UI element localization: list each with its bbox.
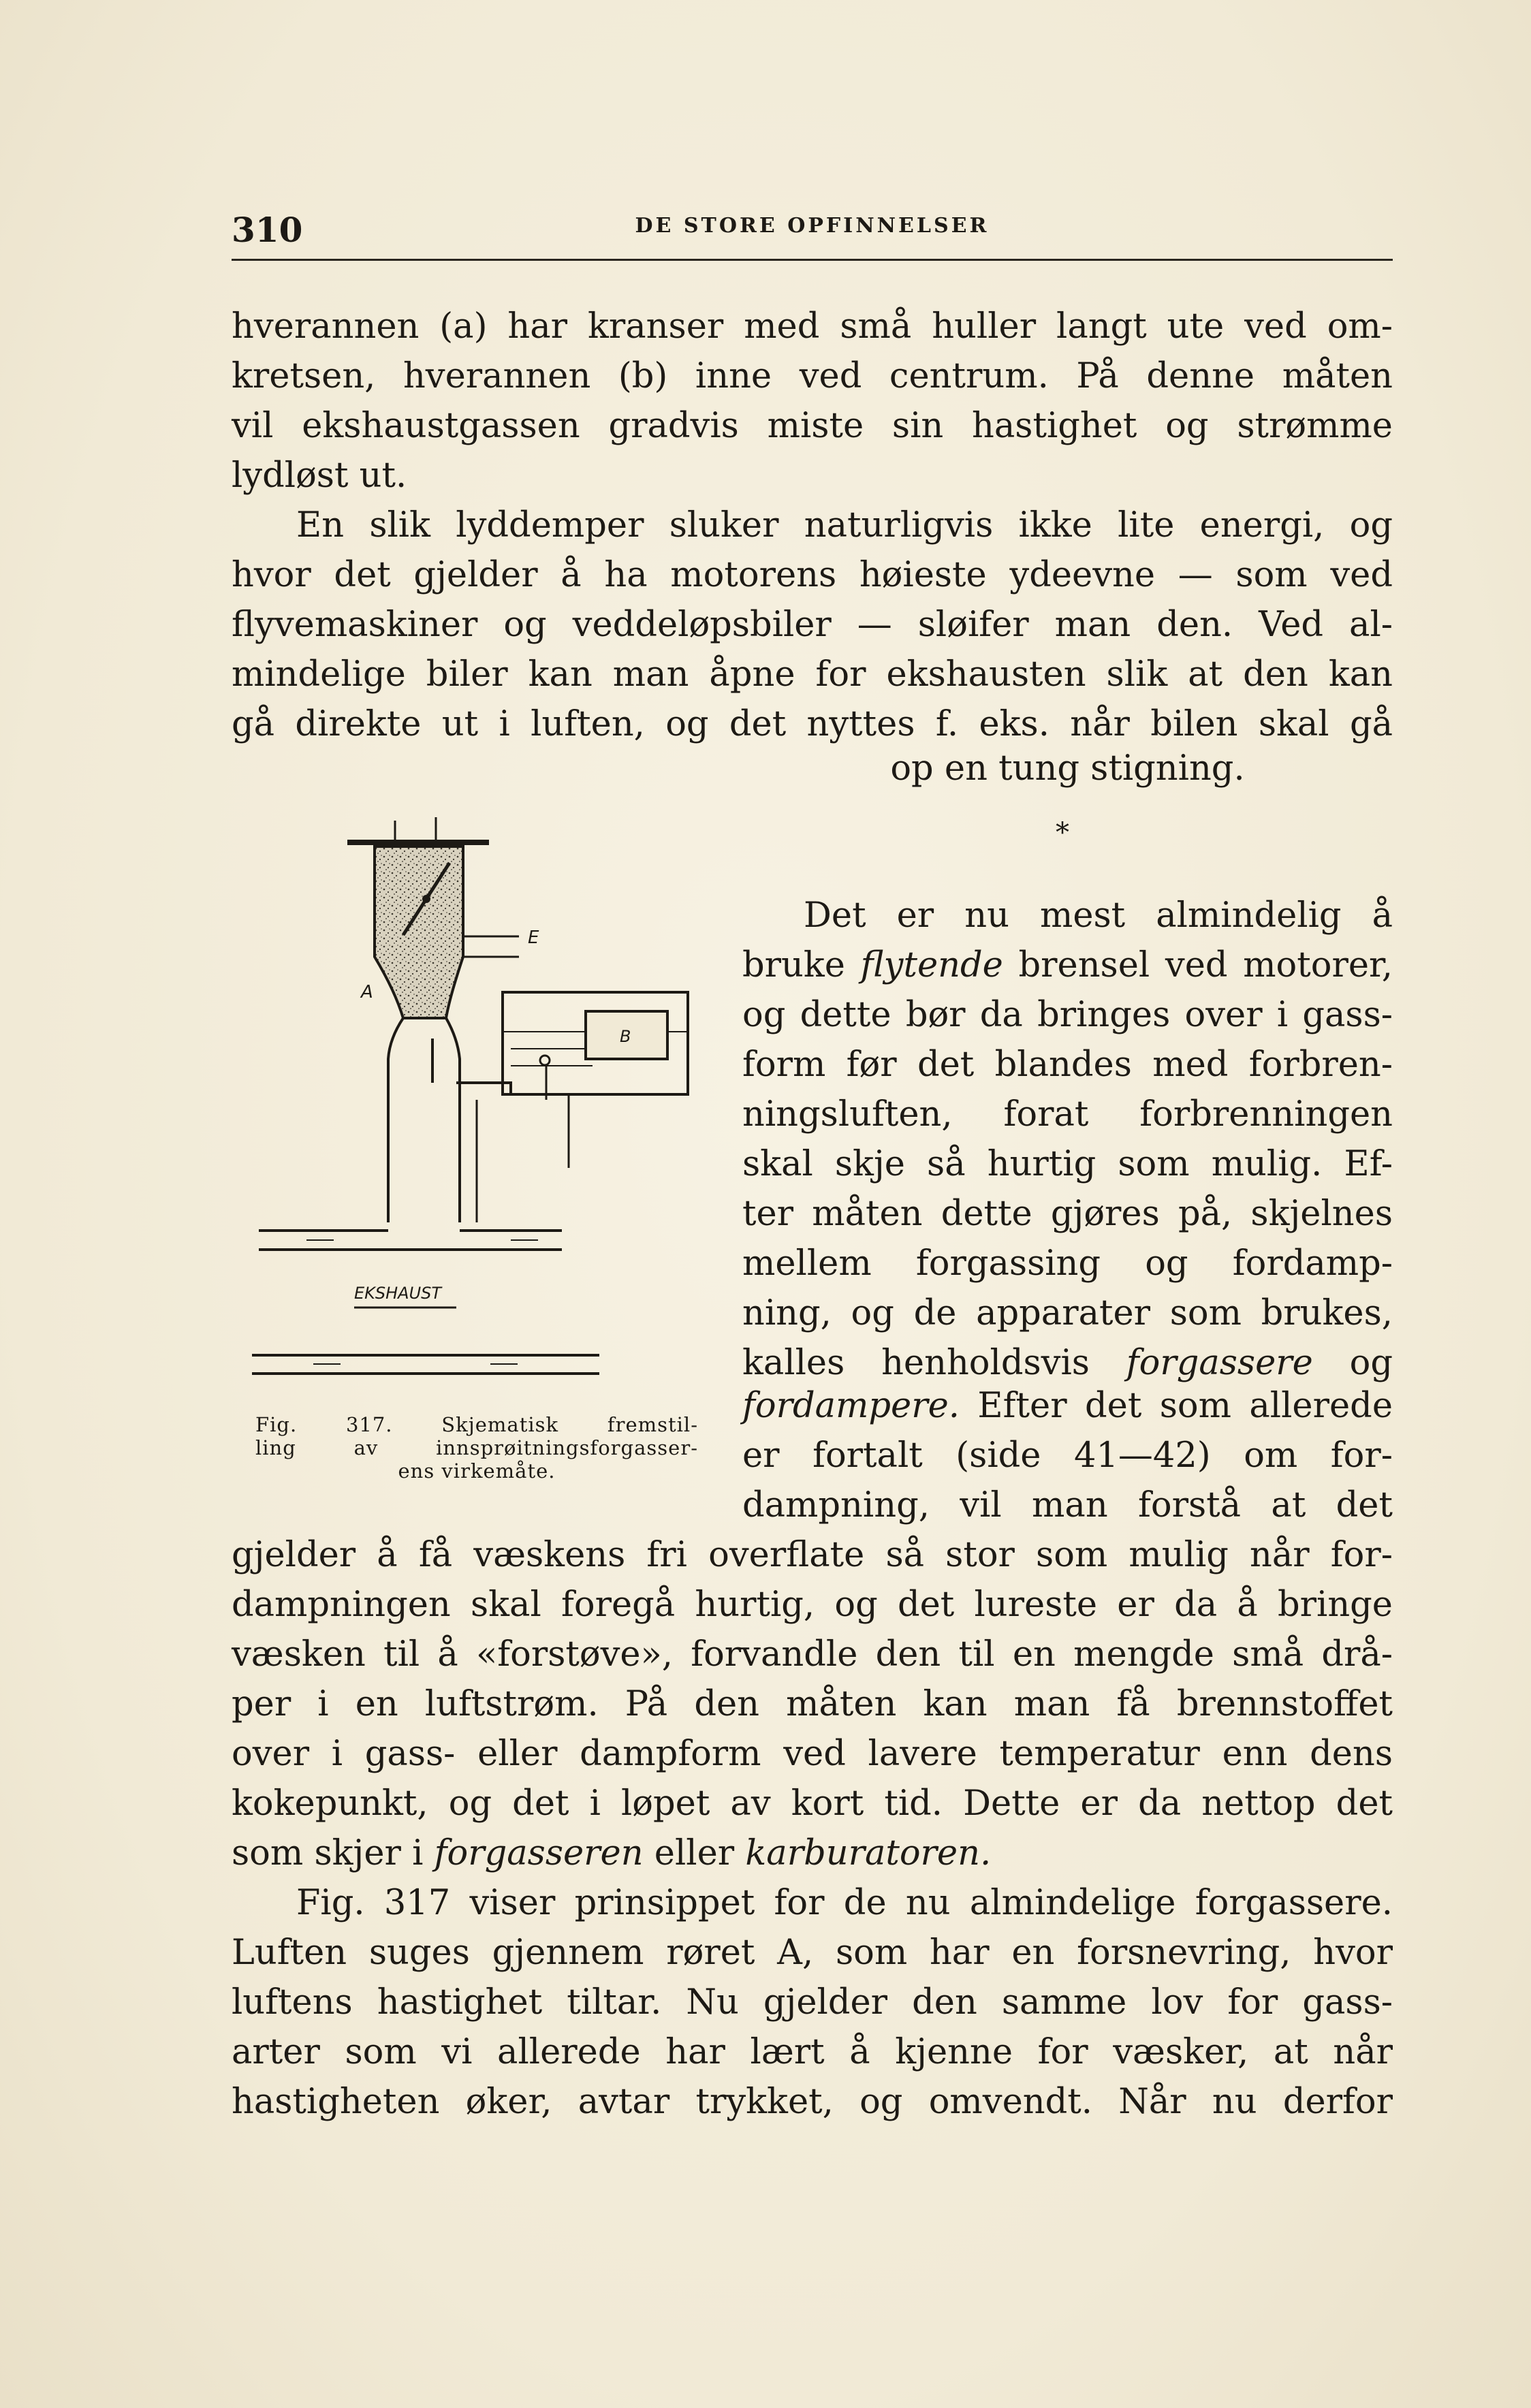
text-line: op en tung stigning.: [890, 748, 1245, 789]
page-header: [232, 204, 1393, 261]
text-line: form før det blandes med forbren-: [742, 1045, 1393, 1085]
text-line: Luften suges gjennem røret A, som har en forsnevring, hvor: [232, 1933, 1393, 1973]
text-line: er fortalt (side 41—42) om for-: [742, 1436, 1393, 1476]
text-line: kokepunkt, og det i løpet av kort tid. Dette er da nettop det: [232, 1784, 1393, 1824]
figure-caption: [255, 1413, 698, 1483]
emphasis: flytende: [860, 945, 1003, 985]
text-line: mellem forgassing og fordamp-: [742, 1243, 1393, 1284]
text-line: dampning, vil man forstå at det: [742, 1485, 1393, 1525]
text-line: kretsen, hverannen (b) inne ved centrum. På denne måten: [232, 356, 1393, 396]
text-line: vil ekshaustgassen gradvis miste sin hastighet og strømme: [232, 406, 1393, 446]
section-mark: *: [1056, 817, 1069, 849]
text-line: skal skje så hurtig som mulig. Ef-: [742, 1144, 1393, 1184]
text-line: ningsluften, forat forbrenningen: [742, 1094, 1393, 1135]
text-line: En slik lyddemper sluker naturligvis ikke lite energi, og: [296, 505, 1393, 545]
emphasis: forgasseren: [434, 1833, 644, 1873]
emphasis: karburatoren.: [745, 1833, 992, 1873]
text-line: fordampere. Efter det som allerede: [742, 1386, 1393, 1426]
text-line: som skjer i forgasseren eller karburatoren.: [232, 1833, 992, 1873]
text-line: luftens hastighet tiltar. Nu gjelder den samme lov for gass-: [232, 1982, 1393, 2023]
text-line: Fig. 317 viser prinsippet for de nu almindelige forgassere.: [296, 1883, 1393, 1923]
text-line: dampningen skal foregå hurtig, og det lureste er da å bringe: [232, 1585, 1393, 1625]
text-line: flyvemaskiner og veddeløpsbiler — sløifer man den. Ved al-: [232, 605, 1393, 645]
text-line: gå direkte ut i luften, og det nyttes f. eks. når bilen skal gå: [232, 704, 1393, 744]
label-e: E: [528, 928, 539, 948]
figure-317: [252, 814, 715, 1379]
text-line: gjelder å få væskens fri overflate så stor som mulig når for-: [232, 1535, 1393, 1575]
text-line: væsken til å «forstøve», forvandle den til en mengde små drå-: [232, 1634, 1393, 1675]
text-line: arter som vi allerede har lært å kjenne for væsker, at når: [232, 2032, 1393, 2072]
text-line: ning, og de apparater som brukes,: [742, 1293, 1393, 1333]
caption-line: ling av innsprøitningsforgasser-: [255, 1436, 698, 1459]
text-line: hvor det gjelder å ha motorens høieste ydeevne — som ved: [232, 555, 1393, 595]
text-line: og dette bør da bringes over i gass-: [742, 995, 1393, 1035]
carburetor-diagram: [252, 814, 715, 1379]
text-line: Det er nu mest almindelig å: [804, 896, 1393, 936]
caption-line: ens virkemåte.: [398, 1459, 556, 1483]
text-line: per i en luftstrøm. På den måten kan man få brennstoffet: [232, 1684, 1393, 1724]
text-line: mindelige biler kan man åpne for ekshausten slik at den kan: [232, 654, 1393, 695]
emphasis: forgassere: [1126, 1343, 1313, 1383]
text-line: bruke flytende brensel ved motorer,: [742, 945, 1393, 985]
text-line: hastigheten øker, avtar trykket, og omvendt. Når nu derfor: [232, 2082, 1393, 2122]
text-line: hverannen (a) har kranser med små huller langt ute ved om-: [232, 306, 1393, 347]
label-a: A: [361, 982, 373, 1002]
emphasis: fordampere.: [742, 1386, 960, 1426]
text-line: ter måten dette gjøres på, skjelnes: [742, 1194, 1393, 1234]
label-b: B: [620, 1027, 631, 1046]
label-ekshaust: EKSHAUST: [354, 1284, 442, 1303]
page-number: 310: [232, 210, 303, 250]
caption-line: Fig. 317. Skjematisk fremstil-: [255, 1413, 698, 1436]
text-line: over i gass- eller dampform ved lavere temperatur enn dens: [232, 1734, 1393, 1774]
running-head: DE STORE OPFINNELSER: [635, 214, 990, 238]
text-line: kalles henholdsvis forgassere og: [742, 1343, 1393, 1383]
text-line: lydløst ut.: [232, 456, 407, 496]
